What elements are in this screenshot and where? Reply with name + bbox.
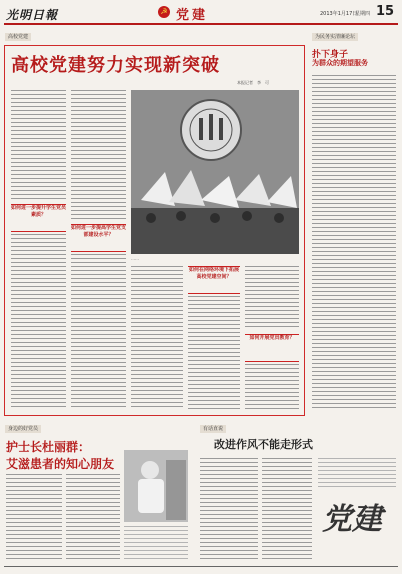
page-number: 15 — [376, 4, 395, 19]
section-label-good-member: 身边的好党员 — [5, 425, 41, 433]
bottom-left-headline-1: 护士长杜丽群： — [6, 440, 91, 454]
university-banner-photo — [131, 90, 299, 254]
nurse-article-col-2 — [66, 474, 120, 562]
section-label-straight-talk: 有话直说 — [200, 425, 226, 433]
body-text-column-3 — [131, 266, 183, 410]
bottom-middle-headline: 改进作风不能走形式 — [214, 438, 313, 451]
right-column-article — [310, 45, 398, 416]
pull-quote-2: 如何进一步提高学生党支部建设水平？ — [71, 224, 126, 252]
main-byline: 本报记者 李 可 — [237, 80, 269, 85]
right-body-text — [312, 75, 396, 410]
calligraphy-artwork: 党建 — [322, 502, 382, 537]
header-rule — [4, 23, 398, 25]
party-emblem-icon: ☭ — [158, 6, 170, 18]
body-text-column-4 — [188, 296, 240, 410]
body-text-column-5b — [245, 364, 299, 410]
body-text-column-1 — [11, 90, 66, 200]
style-article-col-1 — [200, 458, 258, 562]
main-photo — [131, 90, 299, 254]
issue-date: 2013年1月17日 — [320, 11, 358, 17]
page-header — [0, 0, 402, 28]
pull-quote-1: 如何进一步提升学生党员素质？ — [11, 204, 66, 232]
body-text-column-2 — [71, 90, 126, 220]
photo-caption: …… — [131, 256, 139, 261]
right-bottom-text — [318, 458, 396, 488]
right-headline-line2: 为群众的期望服务 — [312, 58, 368, 67]
nurse-article-col-3 — [124, 526, 188, 562]
right-headline-line1: 扑下身子 — [312, 50, 349, 60]
main-article — [4, 45, 305, 416]
body-text-column-5 — [245, 266, 299, 330]
nurse-article-col-1 — [6, 474, 62, 562]
section-label-campus: 高校党建 — [5, 33, 31, 41]
footer-rule — [4, 566, 398, 567]
body-text-column-2b — [71, 254, 126, 410]
pull-quote-3: 如何在网络环境下拓展高校党建空间？ — [188, 266, 240, 294]
pull-quote-4: 如何开展党员教育？ — [245, 334, 299, 362]
newspaper-logo: 光明日報 — [6, 8, 59, 22]
section-label-forum: 为民务实清廉论坛 — [312, 33, 358, 41]
bottom-left-headline-2: 艾滋患者的知心朋友 — [6, 457, 115, 471]
main-headline: 高校党建努力实现新突破 — [11, 55, 220, 76]
section-title: 党建 — [176, 8, 209, 23]
nurse-photo — [124, 450, 188, 522]
style-article-col-2 — [262, 458, 312, 562]
issue-weekday: 星期四 — [355, 11, 371, 17]
body-text-column-1b — [11, 234, 66, 410]
